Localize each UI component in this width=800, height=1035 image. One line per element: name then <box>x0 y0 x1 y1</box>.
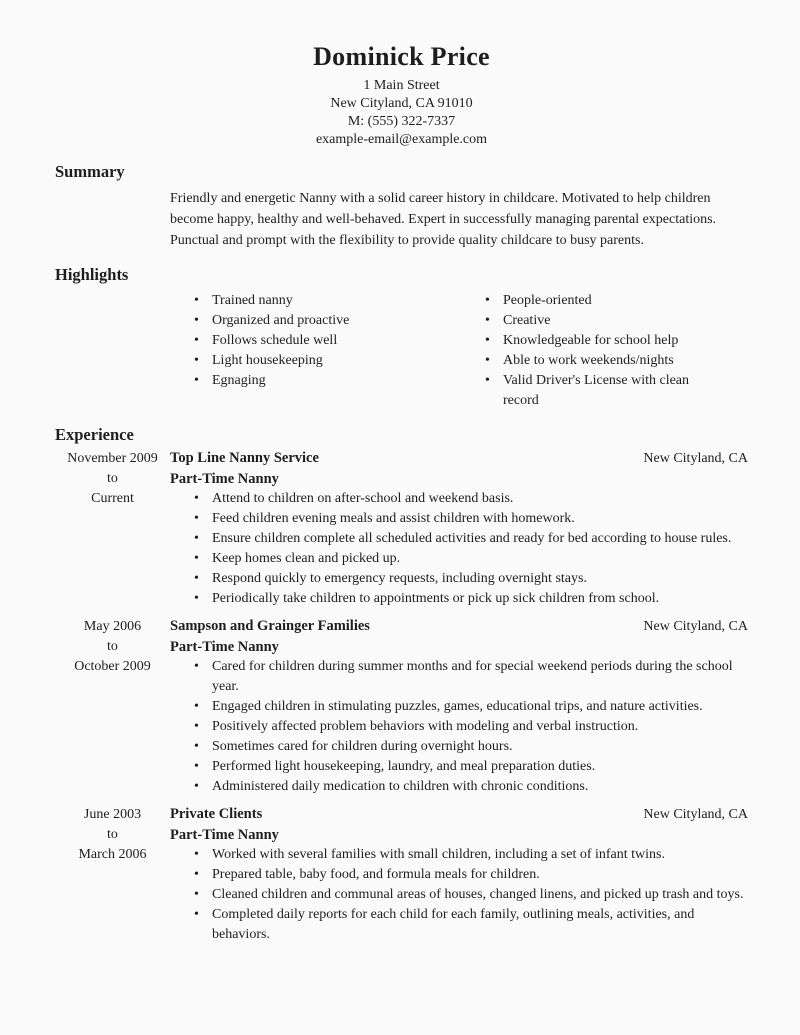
job-bullets <box>170 845 748 945</box>
candidate-name: Dominick Price <box>313 42 490 71</box>
job <box>55 804 748 945</box>
highlight-item: • Organized and proactive <box>170 311 463 331</box>
job-date-end: March 2006 <box>78 847 147 862</box>
job <box>55 448 748 609</box>
job-bullet: • Completed daily reports for each child for each family, outlining meals, activities, and behaviors. <box>170 905 748 945</box>
job-main <box>170 448 748 609</box>
job-bullet: • Performed light housekeeping, laundry, and meal preparation duties. <box>170 757 748 777</box>
job-bullet: • Cleaned children and communal areas of houses, changed linens, and picked up trash and toys. <box>170 885 748 905</box>
job-bullet: • Administered daily medication to children with chronic conditions. <box>170 777 748 797</box>
job-bullet: • Ensure children complete all scheduled activities and ready for bed according to house rules. <box>170 529 748 549</box>
job-bullet: • Respond quickly to emergency requests, including overnight stays. <box>170 569 748 589</box>
job-company: Top Line Nanny Service <box>170 450 319 466</box>
highlight-item: • Trained nanny <box>170 291 463 311</box>
job-bullets <box>170 489 748 609</box>
job <box>55 616 748 797</box>
address-line-2: New Cityland, CA 91010 <box>330 96 473 111</box>
job-bullet: • Periodically take children to appointments or pick up sick children from school. <box>170 589 748 609</box>
highlight-item: • Egnaging <box>170 371 463 391</box>
job-title: Part-Time Nanny <box>170 827 279 843</box>
job-main <box>170 616 748 797</box>
job-company: Sampson and Grainger Families <box>170 618 370 634</box>
job-date-end: Current <box>91 491 134 506</box>
job-bullet: • Engaged children in stimulating puzzles, games, educational trips, and nature activities. <box>170 697 748 717</box>
highlight-item: • Able to work weekends/nights <box>463 351 725 371</box>
experience-heading: Experience <box>55 425 134 444</box>
address-line-1: 1 Main Street <box>363 78 440 93</box>
job-bullet: • Sometimes cared for children during overnight hours. <box>170 737 748 757</box>
highlight-item: • Knowledgeable for school help <box>463 331 725 351</box>
job-date-separator: to <box>107 827 118 842</box>
section-experience <box>55 425 748 945</box>
job-date-start: May 2006 <box>83 619 142 634</box>
section-summary <box>55 162 748 251</box>
job-main <box>170 804 748 945</box>
job-date-separator: to <box>107 471 118 486</box>
section-highlights <box>55 265 748 411</box>
highlight-item: • People-oriented <box>463 291 725 311</box>
job-dates <box>55 448 170 609</box>
job-bullet: • Worked with several families with small children, including a set of infant twins. <box>170 845 748 865</box>
job-company: Private Clients <box>170 806 263 822</box>
highlights-column-2 <box>463 291 725 411</box>
highlight-item: • Follows schedule well <box>170 331 463 351</box>
job-bullets <box>170 657 748 797</box>
job-bullet: • Positively affected problem behaviors with modeling and verbal instruction. <box>170 717 748 737</box>
job-dates <box>55 804 170 945</box>
highlight-item: • Creative <box>463 311 725 331</box>
job-location: New Cityland, CA <box>643 619 748 634</box>
job-title: Part-Time Nanny <box>170 471 279 487</box>
highlight-item: • Light housekeeping <box>170 351 463 371</box>
summary-text: Friendly and energetic Nanny with a solid career history in childcare. Motivated to help children become happy, healthy and well-behaved. Expert in successfully managing parental expectations. Punctual and prompt with the flexibility to provide quality childcare to busy parents. <box>170 191 717 248</box>
phone-line: M: (555) 322-7337 <box>347 114 456 129</box>
job-bullet: • Keep homes clean and picked up. <box>170 549 748 569</box>
job-bullet: • Attend to children on after-school and weekend basis. <box>170 489 748 509</box>
email-line: example-email@example.com <box>315 132 488 147</box>
job-title: Part-Time Nanny <box>170 639 279 655</box>
job-bullet: • Cared for children during summer months and for special weekend periods during the school year. <box>170 657 748 697</box>
job-dates <box>55 616 170 797</box>
job-location: New Cityland, CA <box>643 807 748 822</box>
highlights-column-1 <box>170 291 463 411</box>
job-date-separator: to <box>107 639 118 654</box>
job-date-start: November 2009 <box>67 451 158 466</box>
highlight-item: • Valid Driver's License with clean record <box>463 371 725 411</box>
job-date-end: October 2009 <box>74 659 151 674</box>
resume-header <box>55 42 748 149</box>
job-date-start: June 2003 <box>83 807 142 822</box>
job-bullet: • Feed children evening meals and assist children with homework. <box>170 509 748 529</box>
highlights-heading: Highlights <box>55 265 129 284</box>
job-bullet: • Prepared table, baby food, and formula meals for children. <box>170 865 748 885</box>
job-location: New Cityland, CA <box>643 451 748 466</box>
summary-heading: Summary <box>55 162 125 181</box>
